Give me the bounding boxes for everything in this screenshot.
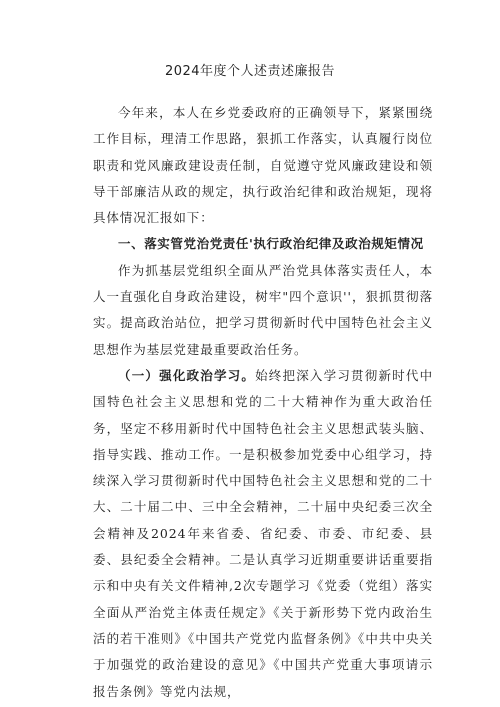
intro-paragraph: 今年来，本人在乡党委政府的正确领导下，紧紧围绕工作目标，理清工作思路，狠抓工作落实，认真履行岗位职责和党风廉政建设责任制，自觉遵守党风廉政建设和领导干部廉洁从政的规定，执行政治纪律和政治规矩，现将具体情况汇报如下： xyxy=(93,105,433,226)
document-title: 2024年度个人述责述廉报告 xyxy=(164,64,336,79)
document-body xyxy=(93,100,433,705)
subsection-1-text: 始终把深入学习贯彻新时代中国特色社会主义思想和党的二十大精神作为重大政治任务，坚定不移用新时代中国特色社会主义思想武装头脑、指导实践、推动工作。一是积极参加党委中心组学习，持续深入学习贯彻新时代中国特色社会主义思想和党的二十大、二十届二中、三中全会精神，二十届中央纪委三次全会精神及2024年来省委、省纪委、市委、市纪委、县委、县纪委全会精神。二是认真学习近期重要讲话重要指示和中央有关文件精神,2次专题学习《党委（党组）落实全面从严治党主体责任规定》《关于新形势下党内政治生活的若干准则》《中国共产党党内监督条例》《中共中央关于加强党的政治建设的意见》《中国共产党重大事项请示报告条例》等党内法规， xyxy=(93,367,433,699)
subsection-1-lead: （一）强化政治学习。 xyxy=(118,367,256,383)
section-1-heading: 一、落实管党治党责任'执行政治纪律及政治规矩情况 xyxy=(118,236,424,252)
subsection-1-paragraph xyxy=(93,363,433,705)
section-1-paragraph: 作为抓基层党组织全面从严治党具体落实责任人，本人一直强化自身政治建设，树牢"四个意识''，狠抓贯彻落实。提高政治站位，把学习贯彻新时代中国特色社会主义思想作为基层党建最重要政治任务。 xyxy=(93,262,433,357)
